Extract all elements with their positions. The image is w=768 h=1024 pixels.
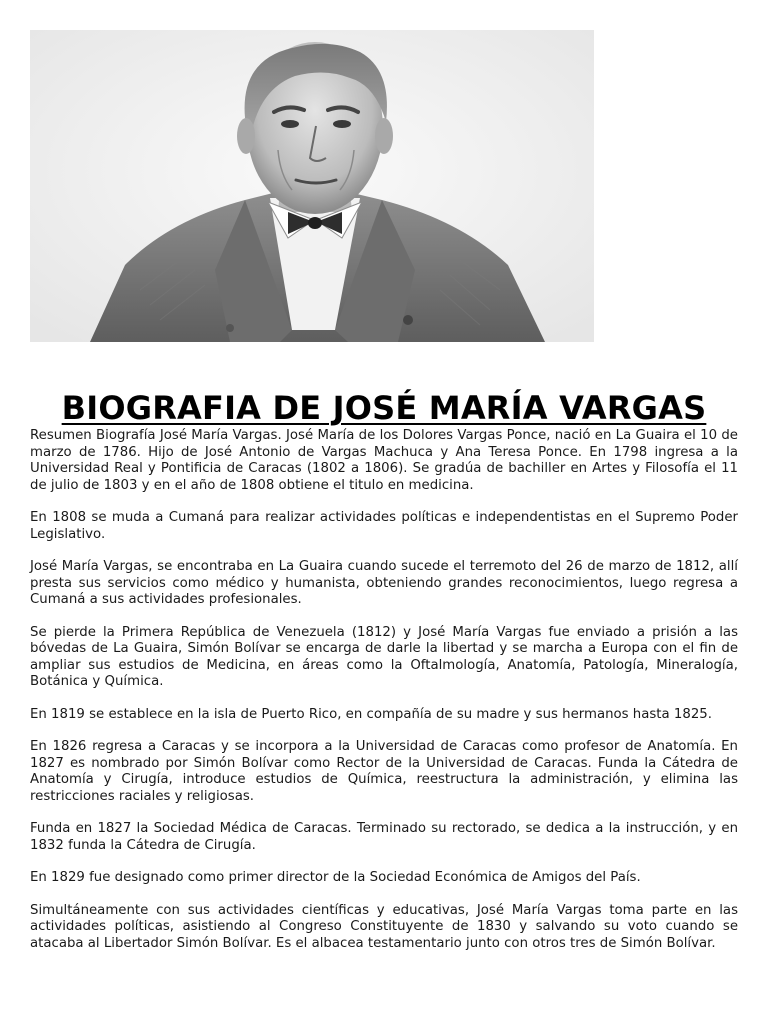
document-title: BIOGRAFIA DE JOSÉ MARÍA VARGAS xyxy=(61,389,707,427)
portrait-image xyxy=(30,30,594,342)
paragraph-8: En 1829 fue designado como primer director de la Sociedad Económica de Amigos del País. xyxy=(30,870,641,885)
paragraph-3: José María Vargas, se encontraba en La Guaira cuando sucede el terremoto del 26 de marzo de 1812, allí presta sus servicios como médico y humanista, obteniendo grandes reconocimientos, luego regresa a Cumaná a sus actividades profesionales. xyxy=(30,559,738,607)
paragraph-4: Se pierde la Primera República de Venezuela (1812) y José María Vargas fue enviado a prisión a las bóvedas de La Guaira, Simón Bolívar se encarga de darle la libertad y se marcha a Europa con el fin de ampliar sus estudios de Medicina, en áreas como la Oftalmología, Anatomía, Patología, Mineralogía, Botánica y Química. xyxy=(30,624,738,689)
pencil-portrait-icon xyxy=(30,30,594,342)
paragraph-1: Resumen Biografía José María Vargas. José María de los Dolores Vargas Ponce, nació en La Guaira el 10 de marzo de 1786. Hijo de José Antonio de Vargas Machuca y Ana Teresa Ponce. En 1798 ingresa a la Universidad Real y Pontificia de Caracas (1802 a 1806). Se gradúa de bachiller en Artes y Filosofía el 11 de julio de 1803 y en el año de 1808 obtiene el titulo en medicina. xyxy=(30,428,738,493)
biography-body xyxy=(30,428,738,968)
paragraph-5: En 1819 se establece en la isla de Puerto Rico, en compañía de su madre y sus hermanos hasta 1825. xyxy=(30,706,712,722)
paragraph-9: Simultáneamente con sus actividades científicas y educativas, José María Vargas toma parte en las actividades políticas, asistiendo al Congreso Constituyente de 1830 y salvando su voto cuando se atacaba al Libertador Simón Bolívar. Es el albacea testamentario junto con otros tres de Simón Bolívar. xyxy=(30,902,738,951)
paragraph-7: Funda en 1827 la Sociedad Médica de Caracas. Terminado su rectorado, se dedica a la instrucción, y en 1832 funda la Cátedra de Cirugía. xyxy=(30,821,738,853)
paragraph-2: En 1808 se muda a Cumaná para realizar actividades políticas e independentistas en el Supremo Poder Legislativo. xyxy=(30,510,738,542)
paragraph-6: En 1826 regresa a Caracas y se incorpora a la Universidad de Caracas como profesor de Anatomía. En 1827 es nombrado por Simón Bolívar como Rector de la Universidad de Caracas. Funda la Cátedra de Anatomía y Cirugía, introduce estudios de Química, reestructura la administración, y elimina las restricciones raciales y religiosas. xyxy=(30,739,738,804)
